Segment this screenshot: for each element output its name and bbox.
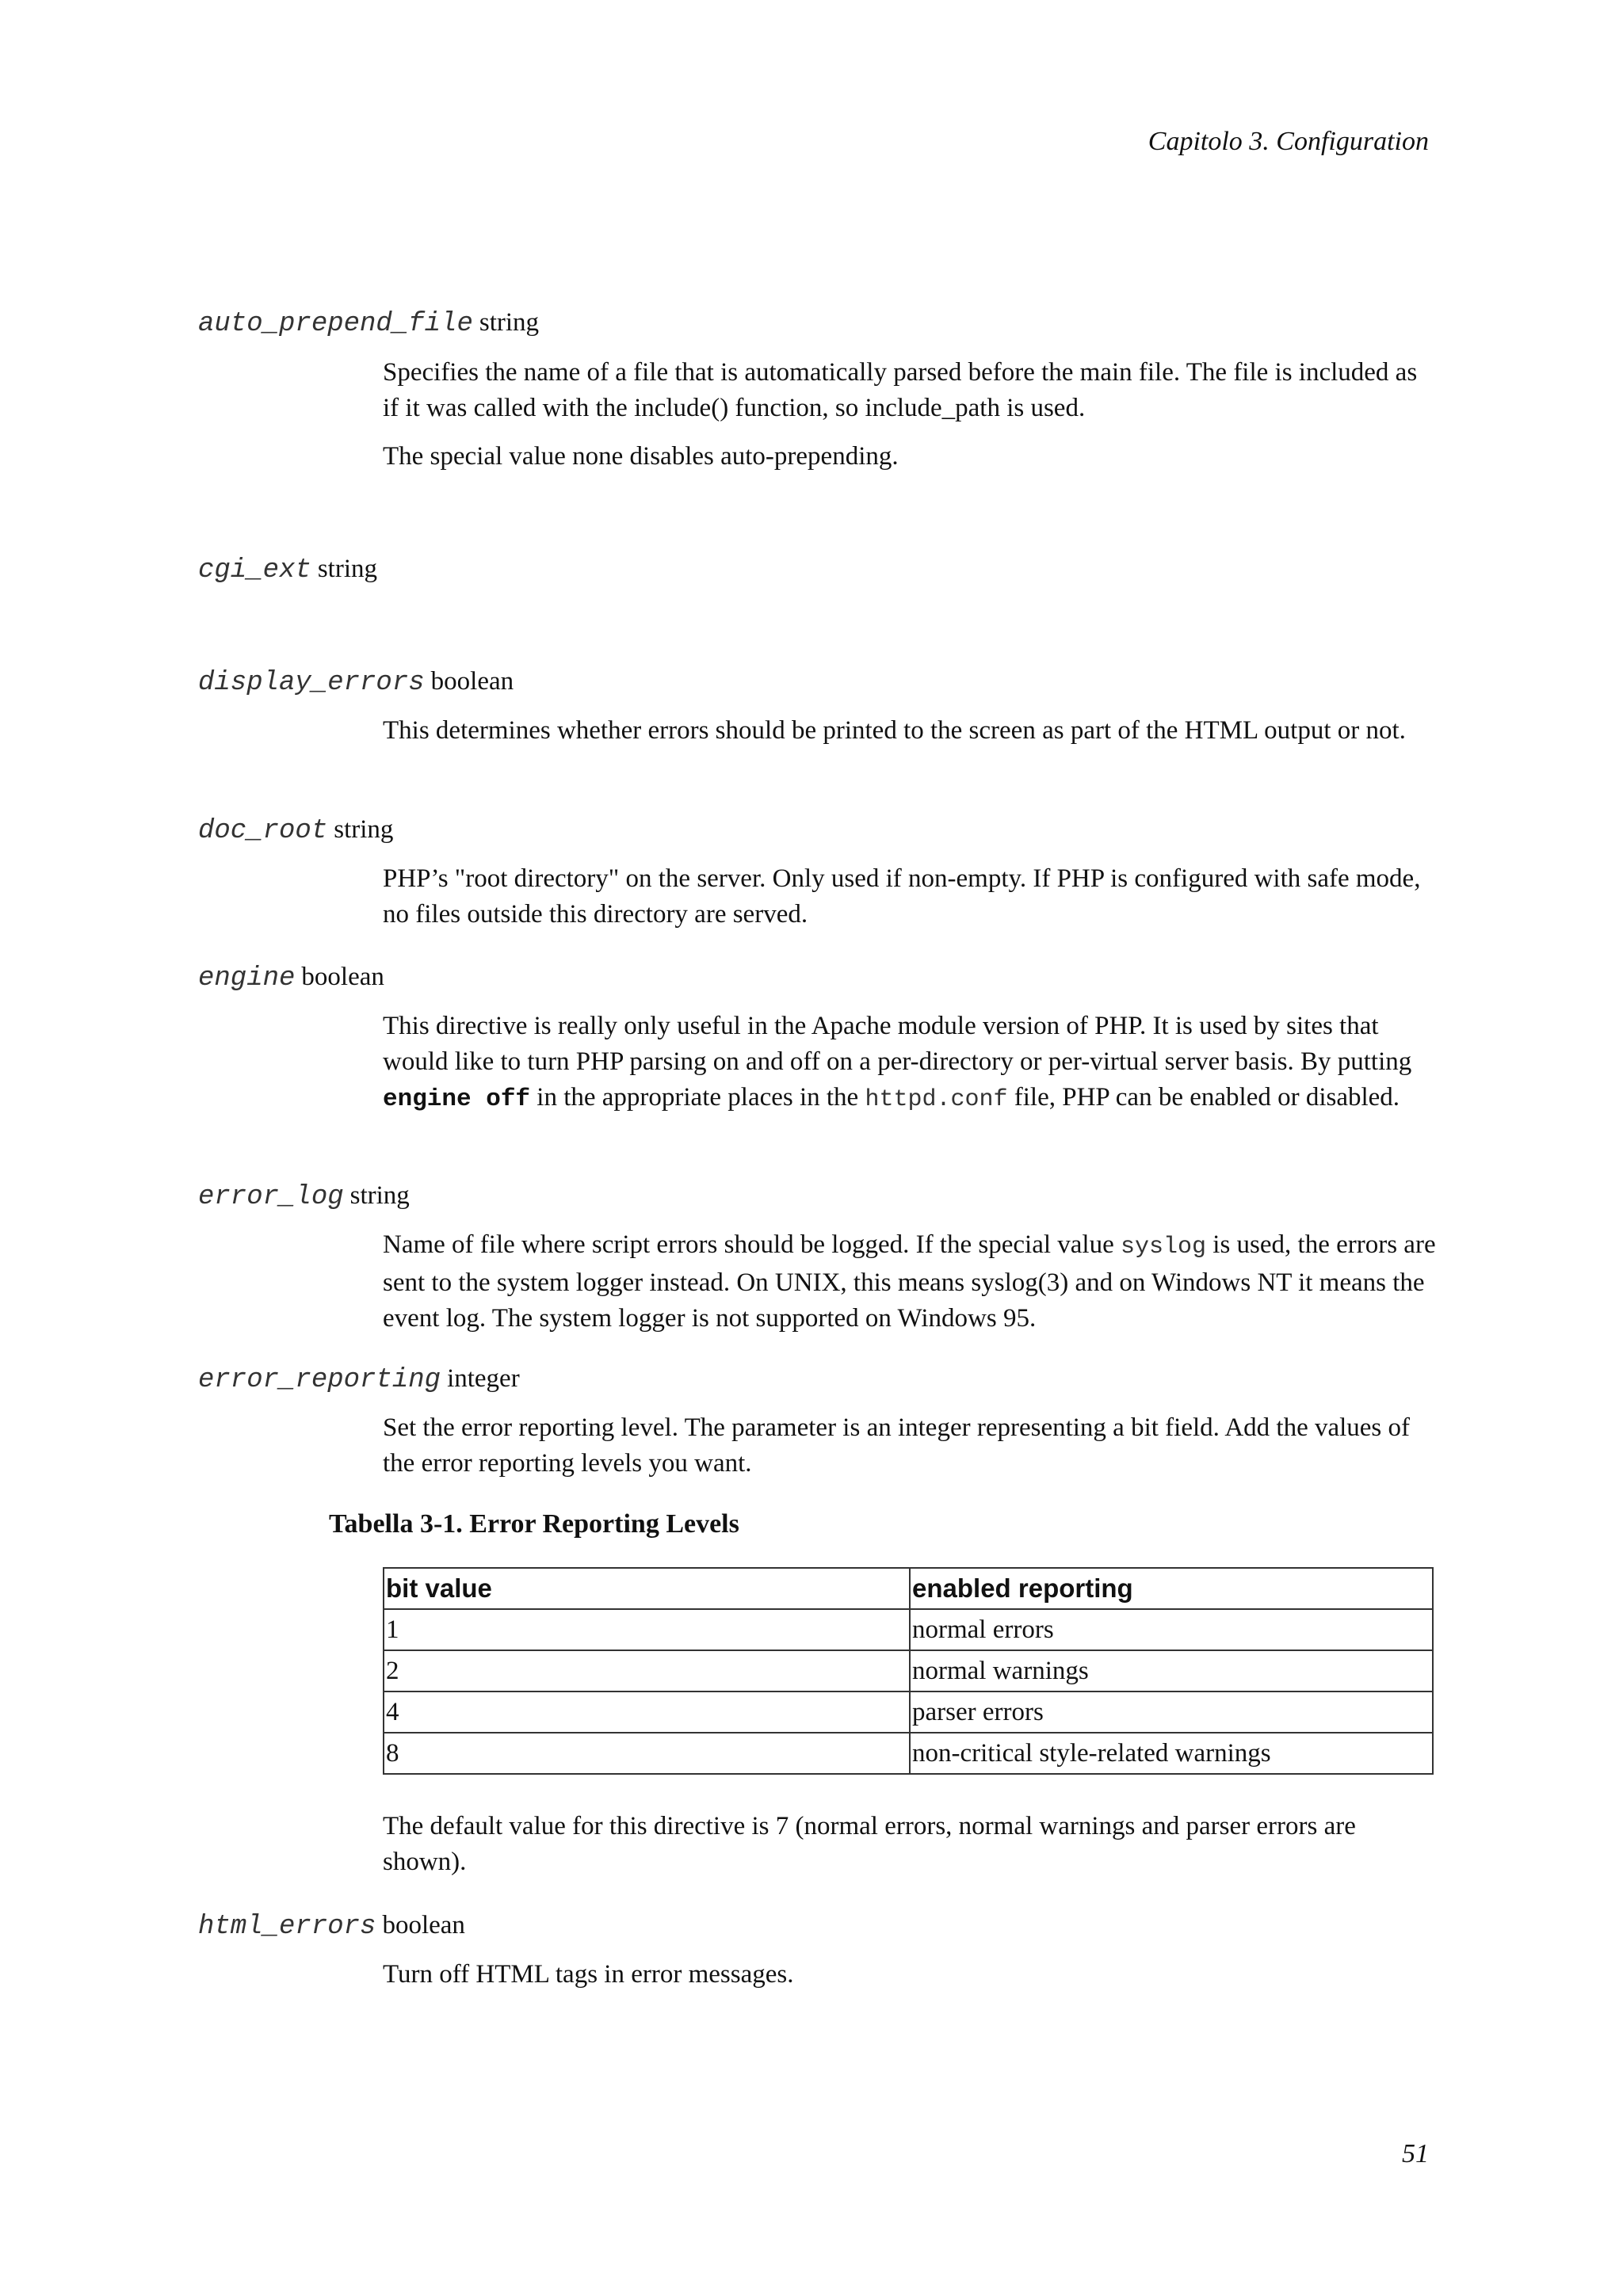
table-cell: normal warnings	[910, 1650, 1433, 1691]
paragraph: PHP’s "root directory" on the server. Only used if non-empty. If PHP is configured with safe mode, no files outside this directory are served.	[383, 864, 1421, 929]
filename: httpd.conf	[865, 1086, 1008, 1113]
directive-name: html_errors	[198, 1912, 376, 1942]
term-doc-root	[198, 812, 393, 849]
table-row	[384, 1733, 1433, 1774]
code-snippet: syslog	[1121, 1234, 1207, 1261]
page-number: 51	[1402, 2139, 1429, 2168]
term-cgi-ext	[198, 551, 377, 588]
table-cell: 1	[384, 1609, 910, 1650]
directive-name: error_reporting	[198, 1365, 441, 1395]
table-cell: non-critical style-related warnings	[910, 1733, 1433, 1774]
paragraph: The default value for this directive is 7 (normal errors, normal warnings and parser errors are shown).	[383, 1812, 1356, 1876]
text: This directive is really only useful in the Apache module version of PHP. It is used by sites that would like to turn PHP parsing on and off on a per-directory or per-virtual server basis. By putting	[383, 1012, 1412, 1076]
directive-name: engine	[198, 963, 296, 994]
desc-error-reporting-default	[383, 1809, 1437, 1880]
directive-name: display_errors	[198, 668, 425, 698]
directive-type: integer	[447, 1364, 520, 1393]
term-display-errors	[198, 664, 514, 700]
desc-doc-root	[383, 861, 1437, 933]
table-cell: 4	[384, 1691, 910, 1733]
error-levels-table	[383, 1567, 1434, 1775]
directive-type: string	[349, 1181, 410, 1210]
term-engine	[198, 959, 384, 996]
table-row	[384, 1691, 1433, 1733]
text: is used, the errors are sent to the system logger instead. On UNIX, this means syslog(3) and on Windows NT it means the event log. The system logger is not supported on Windows 95.	[383, 1230, 1436, 1333]
table-cell: normal errors	[910, 1609, 1433, 1650]
paragraph: Turn off HTML tags in error messages.	[383, 1960, 794, 1989]
column-header: enabled reporting	[910, 1568, 1433, 1609]
chapter-header: Capitolo 3. Configuration	[1148, 127, 1429, 156]
term-error-reporting	[198, 1361, 520, 1398]
text: Name of file where script errors should be logged. If the special value	[383, 1230, 1121, 1259]
paragraph: This determines whether errors should be printed to the screen as part of the HTML output or not.	[383, 716, 1406, 745]
desc-display-errors	[383, 713, 1437, 749]
text: file, PHP can be enabled or disabled.	[1007, 1083, 1400, 1112]
table-row	[384, 1650, 1433, 1691]
paragraph: Set the error reporting level. The parameter is an integer representing a bit field. Add the values of the error reporting levels you want.	[383, 1413, 1411, 1478]
desc-engine	[383, 1009, 1437, 1118]
directive-type: boolean	[382, 1911, 465, 1939]
term-auto-prepend-file	[198, 305, 539, 341]
desc-error-log	[383, 1227, 1437, 1337]
directive-type: string	[317, 555, 377, 583]
directive-type: string	[334, 815, 394, 844]
table-cell: 8	[384, 1733, 910, 1774]
term-error-log	[198, 1178, 410, 1215]
directive-name: auto_prepend_file	[198, 309, 473, 339]
paragraph: Specifies the name of a file that is automatically parsed before the main file. The file is included as if it was called with the include() function, so include_path is used.	[383, 358, 1418, 422]
table-cell: 2	[384, 1650, 910, 1691]
desc-auto-prepend-file	[383, 355, 1437, 475]
directive-name: error_log	[198, 1182, 344, 1212]
table-row	[384, 1609, 1433, 1650]
paragraph	[383, 1227, 1437, 1337]
table-title: Tabella 3-1. Error Reporting Levels	[329, 1509, 739, 1539]
directive-name: cgi_ext	[198, 555, 311, 585]
desc-error-reporting	[383, 1410, 1437, 1482]
paragraph: The special value none disables auto-prepending.	[383, 442, 899, 471]
table-cell: parser errors	[910, 1691, 1433, 1733]
directive-type: boolean	[430, 667, 514, 696]
paragraph	[383, 1009, 1437, 1118]
code-snippet: engine off	[383, 1085, 531, 1113]
column-header: bit value	[384, 1568, 910, 1609]
term-html-errors	[198, 1908, 465, 1944]
text: in the appropriate places in the	[530, 1083, 865, 1112]
desc-html-errors	[383, 1957, 1437, 1993]
table-header-row	[384, 1568, 1433, 1609]
directive-type: string	[479, 308, 540, 337]
directive-type: boolean	[301, 963, 384, 991]
directive-name: doc_root	[198, 816, 328, 846]
